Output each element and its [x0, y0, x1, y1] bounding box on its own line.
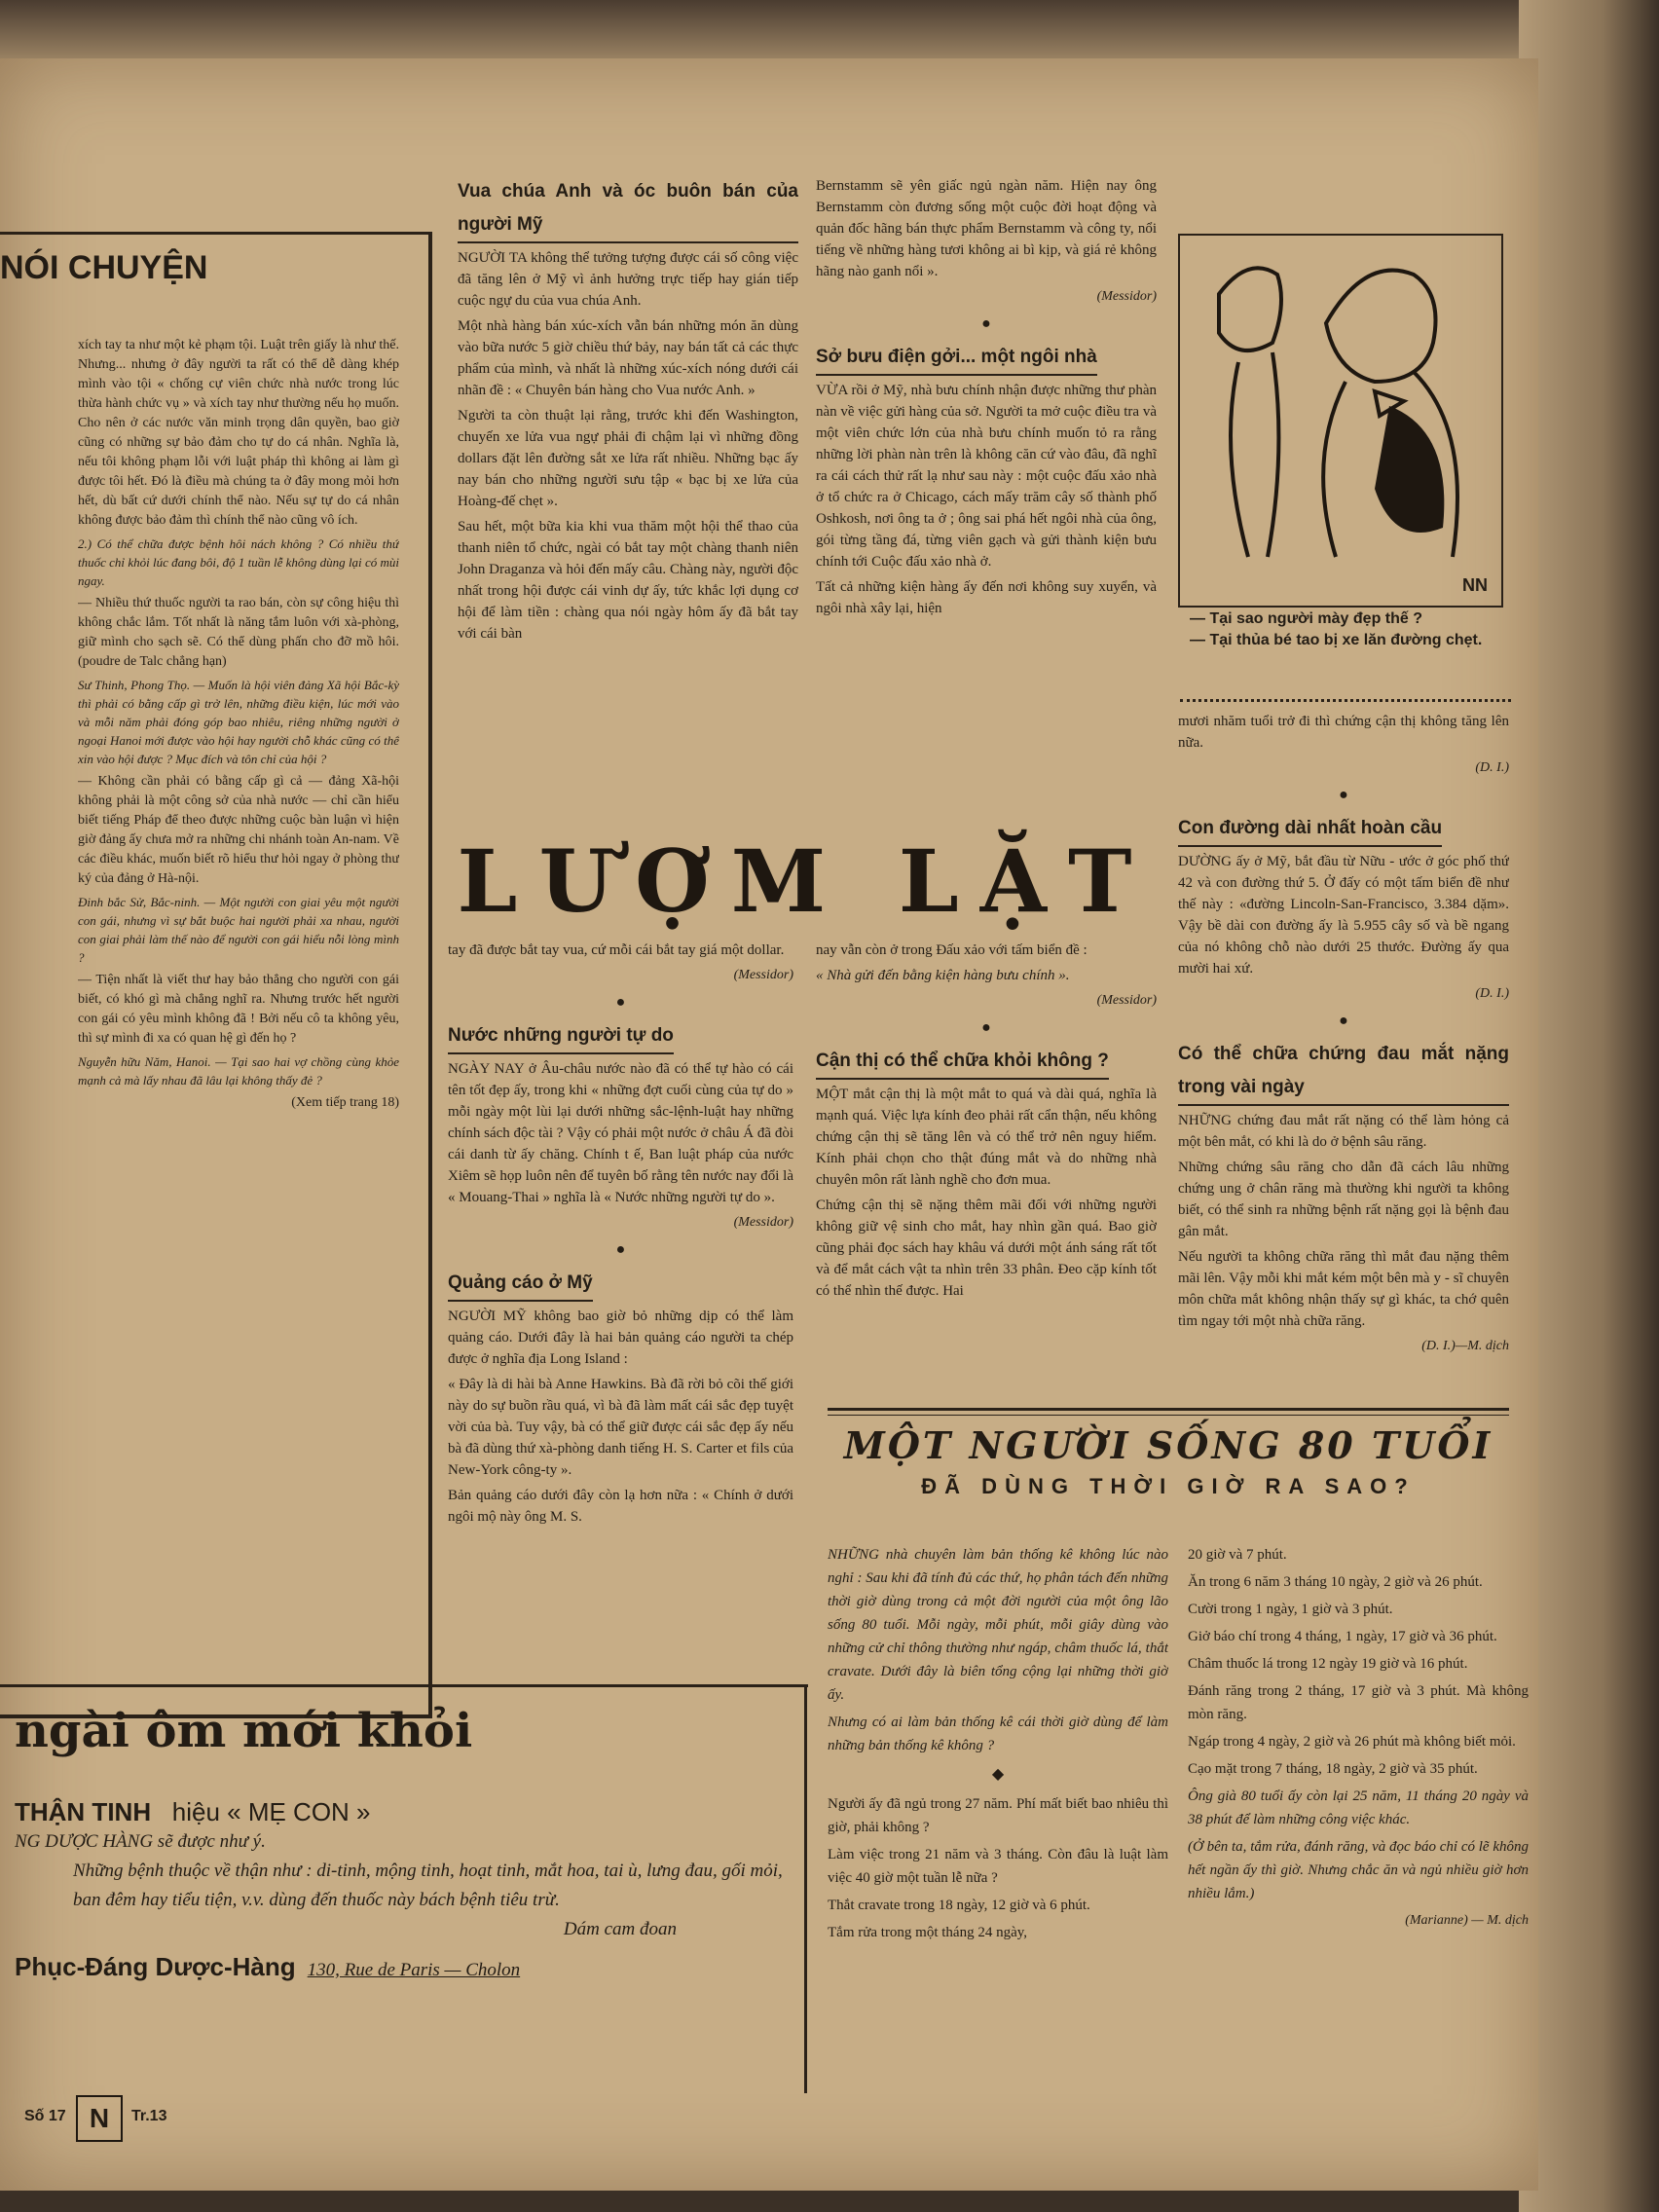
left-column-text — [78, 336, 399, 1679]
separator-diamond: ◆ — [991, 1766, 1005, 1783]
separator-dot: ● — [1339, 1013, 1348, 1029]
feature-header — [828, 1421, 1509, 1503]
left-question: Nguyễn hữu Năm, Hanoi. — Tại sao hai vợ chồng cùng khỏe mạnh cả mà lấy nhau đã lâu lại không thấy đẻ ? — [78, 1054, 399, 1088]
left-para: xích tay ta như một kẻ phạm tội. Luật trên giấy là như thế. Nhưng... nhưng ở đây người ta rất có thể dễ dàng khép mình vào tội « chống cự viên chức nhà nước trong lúc thừa hành chức vụ » và xích tay như thường nếu họ muốn. Cho nên ở các nước văn minh trọng dân quyền, bao giờ cũng có những sự bảo đảm cho tự do cá nhân. Nghĩa là, nếu tôi không phạm lỗi với luật pháp thì không ai làm gì được tôi hết. Đó là điều mà chúng ta ở đây mong mỏi hơn hết, dù bất cứ dưới chính thể nào. Nếu sự tự do cá nhân không được bảo đảm thì chính thể nào cũng vô ích. — [78, 338, 399, 528]
col2-para: Người ta còn thuật lại rằng, trước khi đến Washington, chuyến xe lửa vua ngự phải đi chậm lại vì những đồng dollars đặt lên đường sắt xe lửa rất nhiều. Những bạc ấy nay bán cho những người sưu tập « bạc bị xe lửa của Hoàng-đế chẹt ». — [458, 408, 798, 509]
ad-para: « Đây là di hài bà Anne Hawkins. Bà đã rời bỏ cõi thế giới này do sự buồn rầu quá, vì bà đã làm mất cái sắc đẹp tuyệt vời của bà. Tuy vậy, bà có thể giữ được cái sắc đẹp ấy nếu bà đã dùng thứ xà-phòng danh tiếng H. S. Carter et fils của New-York công-ty ». — [448, 1377, 793, 1478]
newspaper-page — [0, 58, 1538, 2191]
col3-intro: Bernstamm sẽ yên giấc ngủ ngàn năm. Hiện nay ông Bernstamm còn đương sống một cuộc đời hoạt động và quản đốc hãng bán thực phẩm Bernstamm và công ty, nổi tiếng về những hàng tươi không ai bì kịp, và giá rẻ không hãng nào ganh nổi ». — [816, 178, 1157, 279]
heading-eye-disease: Có thể chữa chứng đau mắt nặng trong vài ngày — [1178, 1038, 1509, 1106]
heading-free-country: Nước những người tự do — [448, 1019, 674, 1054]
feature-stat: Châm thuốc lá trong 12 ngày 19 giờ và 16 phút. — [1188, 1656, 1468, 1672]
col2-source2: (Messidor) — [733, 1215, 793, 1230]
feature-stat: Cười trong 1 ngày, 1 giờ và 3 phút. — [1188, 1602, 1393, 1617]
feature-right-col — [1188, 1543, 1529, 2088]
left-continued: (Xem tiếp trang 18) — [291, 1095, 399, 1110]
feature-source: (Marianne) — M. dịch — [1405, 1913, 1529, 1928]
col3-top — [816, 175, 1157, 808]
advert-product: THẬN TINH — [15, 1797, 152, 1826]
advert-rule-right — [804, 1684, 807, 2093]
advert-body: Những bệnh thuộc về thận như : di-tinh, mộng tinh, hoạt tinh, mắt hoa, tai ù, lưng đau, gối mỏi, ban đêm hay tiểu tiện, v.v. dùng đến thuốc này bách bệnh tiêu trừ. — [73, 1861, 783, 1910]
feature-note: (Ở bên ta, tắm rửa, đánh răng, và đọc báo chỉ có lẽ không hết ngần ấy thì giờ. Nhưng chắc ăn và ngủ nhiều giờ hơn nhiều lắm.) — [1188, 1839, 1529, 1901]
stacked-pages-edge — [1519, 0, 1659, 2212]
feature-stat: Ông già 80 tuổi ấy còn lại 25 năm, 11 tháng 20 ngày và 38 phút để làm những công việc khác. — [1188, 1788, 1529, 1827]
col2-source1: (Messidor) — [733, 968, 793, 982]
road-text: DƯỜNG ấy ở Mỹ, bắt đầu từ Nữu - ước ở góc phố thứ 42 và con đường thứ 5. Ở đấy có một tấm biển đề như thế này : «đường Lincoln-San-Francisco, 3.384 dặm». Vậy bề dài con đường ấy là 5.955 cây số và bề ngang của nó không chỗ nào dưới 25 thước. Đường ấy qua mười hai xứ. — [1178, 854, 1509, 977]
advert-rule-top — [0, 1684, 808, 1687]
heading-advertising: Quảng cáo ở Mỹ — [448, 1267, 593, 1302]
separator-dot: ● — [615, 1241, 626, 1258]
feature-para: Người ấy đã ngủ trong 27 năm. Phí mất biết bao nhiêu thì giờ, phải không ? — [828, 1796, 1168, 1835]
ad-para: Bản quảng cáo dưới đây còn lạ hơn nữa : « Chính ở dưới ngôi mộ này ông M. S. — [448, 1488, 793, 1525]
col3-para: Tất cả những kiện hàng ấy đến nơi không suy xuyển, và ngôi nhà xây lại, hiện — [816, 579, 1157, 616]
feature-rule-top — [828, 1408, 1509, 1411]
left-para: — Tiện nhất là viết thư hay bảo thẳng cho người con gái biết, có khó gì mà chẳng nghĩ ra. Nhưng trước hết người con gái có yêu mình không đã ! Bởi nếu cô ta không yêu, thì sự mình đi xa có quan hệ gì đến họ ? — [78, 973, 399, 1046]
advert-product-line — [15, 1797, 793, 1827]
feature-title: MỘT NGƯỜI SỐNG 80 TUỔI — [843, 1423, 1493, 1467]
cartoon-caption — [1190, 608, 1511, 651]
left-para: — Không cần phải có bằng cấp gì cả — đảng Xã-hội không phải là một công sở của nhà nước — chỉ cần hiểu biết tiếng Pháp để theo được những cuộc bàn luận vì hiện giờ đảng ấy chưa mở ra những chi nhánh toàn An-nam. Về các điều khác, muốn biết rõ hiểu thư hỏi ngay ở phòng thư ký của đảng ở Hà-nội. — [78, 774, 399, 886]
heading-myopia: Cận thị có thể chữa khỏi không ? — [816, 1045, 1109, 1080]
feature-para: NHỮNG nhà chuyên làm bản thống kê không lúc nào nghỉ : Sau khi đã tính đủ các thứ, họ phân tách đến những thời giờ dùng trong cả một đời người của một ông lão sống 80 tuổi. Mỗi ngày, mỗi phút, mỗi giây dùng vào những cử chỉ thông thường như ngáp, châm thuốc lá, thắt cravate. Dưới đây là biên tổng cộng lại những thời giờ ấy. — [828, 1547, 1168, 1703]
advert-guarantee: Dám cam đoan — [563, 1919, 677, 1939]
col3-quote: « Nhà gửi đến bằng kiện hàng bưu chính ». — [816, 968, 1070, 983]
left-question: 2.) Có thể chữa được bệnh hôi nách không ? Có nhiều thứ thuốc chỉ khỏi lúc đang bôi, độ 1 tuần lễ không dùng lại có mùi ngay. — [78, 536, 399, 588]
col3-source: (Messidor) — [1096, 993, 1157, 1008]
cartoon-caption-1: — Tại sao người mày đẹp thế ? — [1190, 610, 1422, 627]
advert-company: Phục-Đáng Dược-Hàng — [15, 1952, 296, 1981]
heading-post-office: Sở bưu điện gởi... một ngôi nhà — [816, 341, 1097, 376]
heading-longest-road: Con đường dài nhất hoàn cầu — [1178, 812, 1442, 847]
advert-box — [15, 1704, 793, 2093]
heading-king: Vua chúa Anh và óc buôn bán của người Mỹ — [458, 175, 798, 243]
col2-para: NGƯỜI TA không thể tưởng tượng được cái số công việc đã tăng lên ở Mỹ vì ảnh hưởng trực tiếp hay gián tiếp cuộc ngự du của vua chúa Anh. — [458, 250, 798, 309]
teeth-para: Những chứng sâu răng cho dẫn đã cách lâu những chứng ung ở chân răng mà thường khi người ta không biết, có thể sinh ra những bệnh rất nặng gọi là bệnh đau gân mắt. — [1178, 1160, 1509, 1239]
ad-para: NGƯỜI MỸ không bao giờ bỏ những dịp có thể làm quảng cáo. Dưới đây là hai bản quảng cáo người ta chép được ở nghĩa địa Long Island : — [448, 1309, 793, 1367]
col3-bottom — [816, 940, 1157, 1446]
advert-brand: hiệu « MẸ CON » — [171, 1797, 371, 1826]
feature-left-col — [828, 1543, 1168, 2088]
feature-para: Thắt cravate trong 18 ngày, 12 giờ và 6 phút. — [828, 1898, 1090, 1913]
separator-dot: ● — [981, 1019, 991, 1036]
feature-stat: Ngáp trong 4 ngày, 2 giờ và 26 phút mà không biết mỏi. — [1188, 1734, 1516, 1750]
separator-dot: ● — [981, 315, 991, 332]
section-title: LƯỢM LẶT — [457, 830, 1154, 932]
advert-company-line — [15, 1952, 793, 1985]
feature-subtitle: ĐÃ DÙNG THỜI GIỜ RA SAO? — [921, 1474, 1416, 1498]
footer-issue: Số 17 — [24, 2108, 66, 2124]
road-source: (D. I.) — [1475, 986, 1509, 1001]
col2-para: Một nhà hàng bán xúc-xích vẫn bán những món ăn dùng vào bữa nước 5 giờ chiều thứ bảy, nay bán tất cả các thực phẩm của mình, và nhất là những xúc-xích nóng dưới cái nhãn đề : « Chuyên bán hàng cho Vua nước Anh. » — [458, 318, 798, 398]
feature-para: Nhưng có ai làm bản thống kê cái thời giờ dùng để làm những bản thống kê không ? — [828, 1714, 1168, 1753]
feature-para: Tắm rửa trong một tháng 24 ngày, — [828, 1925, 1028, 1940]
teeth-source: (D. I.)—M. dịch — [1421, 1339, 1509, 1353]
teeth-para: Nếu người ta không chữa răng thì mắt đau nặng thêm mãi lên. Vậy mỗi khi mắt kém một bên mà y - sĩ chuyên môn chữa mắt không nhận thấy sự gì khác, ta chớ quên tìm ngay tới một nhà chữa răng. — [1178, 1249, 1509, 1329]
advert-line2: NG DƯỢC HÀNG sẽ được như ý. — [15, 1831, 266, 1852]
col2-top — [458, 175, 798, 808]
col4 — [1178, 711, 1509, 1451]
feature-stat: Đánh răng trong 2 tháng, 17 giờ và 3 phút. Mà không mòn răng. — [1188, 1683, 1529, 1722]
col3-continued: nay vẫn còn ở trong Đấu xảo với tấm biển đề : — [816, 942, 1088, 958]
feature-para: Làm việc trong 21 năm và 3 tháng. Còn đâu là luật làm việc 40 giờ một tuần lễ nữa ? — [828, 1847, 1168, 1886]
col3-intro-source: (Messidor) — [1096, 289, 1157, 304]
cartoon-drawing — [1180, 236, 1501, 606]
separator-dot: ● — [615, 994, 626, 1011]
cartoon-caption-2: — Tại thủa bé tao bị xe lăn đường chẹt. — [1190, 632, 1483, 648]
separator-dot: ● — [1339, 787, 1348, 803]
col2-bottom — [448, 940, 793, 1709]
feature-stat: Cạo mặt trong 7 tháng, 18 ngày, 2 giờ và 35 phút. — [1188, 1761, 1478, 1777]
feature-stat: Giở báo chí trong 4 tháng, 1 ngày, 17 giờ và 36 phút. — [1188, 1629, 1497, 1644]
feature-rule-top-thin — [828, 1415, 1509, 1416]
advert-address: 130, Rue de Paris — Cholon — [307, 1960, 521, 1980]
footer-page: Tr.13 — [131, 2108, 167, 2124]
cartoon-frame — [1178, 234, 1503, 608]
left-question: Sư Thinh, Phong Thọ. — Muốn là hội viên đảng Xã hội Bắc-kỳ thì phải có bằng cấp gì trở lên, những điều kiện, lúc mới vào và mỗi năm phải đóng góp bao nhiêu, riêng những người ở ngoại Hanoi mới được vào hội hay người chỗ khác cũng có thể xin vào hội được ? Mục đích và tôn chỉ của hội ? — [78, 678, 399, 766]
myopia-para: Chứng cận thị sẽ nặng thêm mãi đối với những người không giữ vệ sinh cho mắt, hay nhìn gần quá. Bao giờ cũng phải đọc sách hay khâu vá dưới một ánh sáng rất tốt và để mắt cách vật ta nhìn trên 33 phân. Đeo cặp kính tốt có thể nhìn thế được. Hai — [816, 1198, 1157, 1299]
col3-para: VỪA rồi ở Mỹ, nhà bưu chính nhận được những thư phàn nàn về việc gửi hàng của sở. Người ta mở cuộc điều tra và một viên chức lớn của nhà bưu chính muốn tỏ ra rằng những lời phàn nàn trên là không căn cứ vào đâu, đã nghĩ ra cái cách thử rất lạ như sau này : một cuộc đấu xảo nhà ở tổ chức ra ở Chicago, cách mấy trăm cây số thành phố Oshkosh, nơi ông ta ở ; ông sai phá hết ngôi nhà của ông, gói từng tầng đá, từng viên gạch và gửi thành kiện bưu chính tới Cuộc đấu xảo nhà ở. — [816, 383, 1157, 570]
cartoon-wavy-rule — [1180, 689, 1511, 702]
col4-intro-source: (D. I.) — [1475, 760, 1509, 775]
cartoon-signature: NN — [1462, 575, 1488, 595]
advert-title: ngài ôm mới khỏi — [15, 1704, 473, 1758]
feature-stat: 20 giờ và 7 phút. — [1188, 1547, 1287, 1563]
footer-logo-icon: N — [76, 2095, 123, 2142]
teeth-para: NHỮNG chứng đau mắt rất nặng có thể làm hỏng cả một bên mắt, có khi là do ở bệnh sâu răng. — [1178, 1113, 1509, 1150]
free-text: NGÀY NAY ở Âu-châu nước nào đã có thể tự hào có cái tên tốt đẹp ấy, trong khi « những đợt cuối cùng của tự do » mỗi ngày một lùi lại dưới những sắc-lệnh-luật hay những chính sách độc tài ? Vậy có phải một nước ở châu Á đã đòi cái danh từ ấy chăng. Chính t ế, Ban luật pháp của nước Xiêm sẽ họp luôn nên để tuyên bố rằng tên nước nay đổi là « Mouang-Thai » nghĩa là « Nước những người tự do ». — [448, 1061, 793, 1205]
feature-stat: Ăn trong 6 năm 3 tháng 10 ngày, 2 giờ và 26 phút. — [1188, 1574, 1483, 1590]
myopia-para: MỘT mắt cận thị là một mắt to quá và dài quá, nghĩa là mạnh quá. Việc lựa kính đeo phải rất cẩn thận, nếu không chứng cận thị sẽ tăng lên và có thể trở nên nguy hiểm. Kính phải chọn cho thật đúng mắt và do những nhà chuyên môn rất lành nghề cho đơn mua. — [816, 1087, 1157, 1188]
col4-intro: mươi nhăm tuổi trở đi thì chứng cận thị không tăng lên nữa. — [1178, 714, 1509, 751]
left-para: — Nhiều thứ thuốc người ta rao bán, còn sự công hiệu thì không chắc lắm. Tốt nhất là năng tắm luôn với xà-phòng, giữ mình cho sạch sẽ. Có thể dùng phấn cho đỡ mồ hôi. (poudre de Talc chẳng hạn) — [78, 596, 399, 669]
col2-continued: tay đã được bắt tay vua, cứ mỗi cái bắt tay giá một dollar. — [448, 942, 785, 958]
left-column-title: NÓI CHUYỆN — [0, 249, 208, 286]
left-question: Đinh bắc Sử, Bắc-ninh. — Một người con giai yêu một người con gái, nhưng vì sự bắt buộc hai người phải xa nhau, người con giai phải làm thế nào để người con gái hiểu nỗi lòng mình ? — [78, 895, 399, 965]
col2-para: Sau hết, một bữa kia khi vua thăm một hội thể thao của thanh niên tổ chức, ngài có bắt tay một chàng thanh niên John Draganza và hỏi đến mấy câu. Chàng này, người độc nhất trong hội được cái vinh dự ấy, tức khắc lợi dụng cơ hội để làm tiền : chàng qua nói ngày hôm ấy đã bắt tay với cái bàn — [458, 519, 798, 642]
